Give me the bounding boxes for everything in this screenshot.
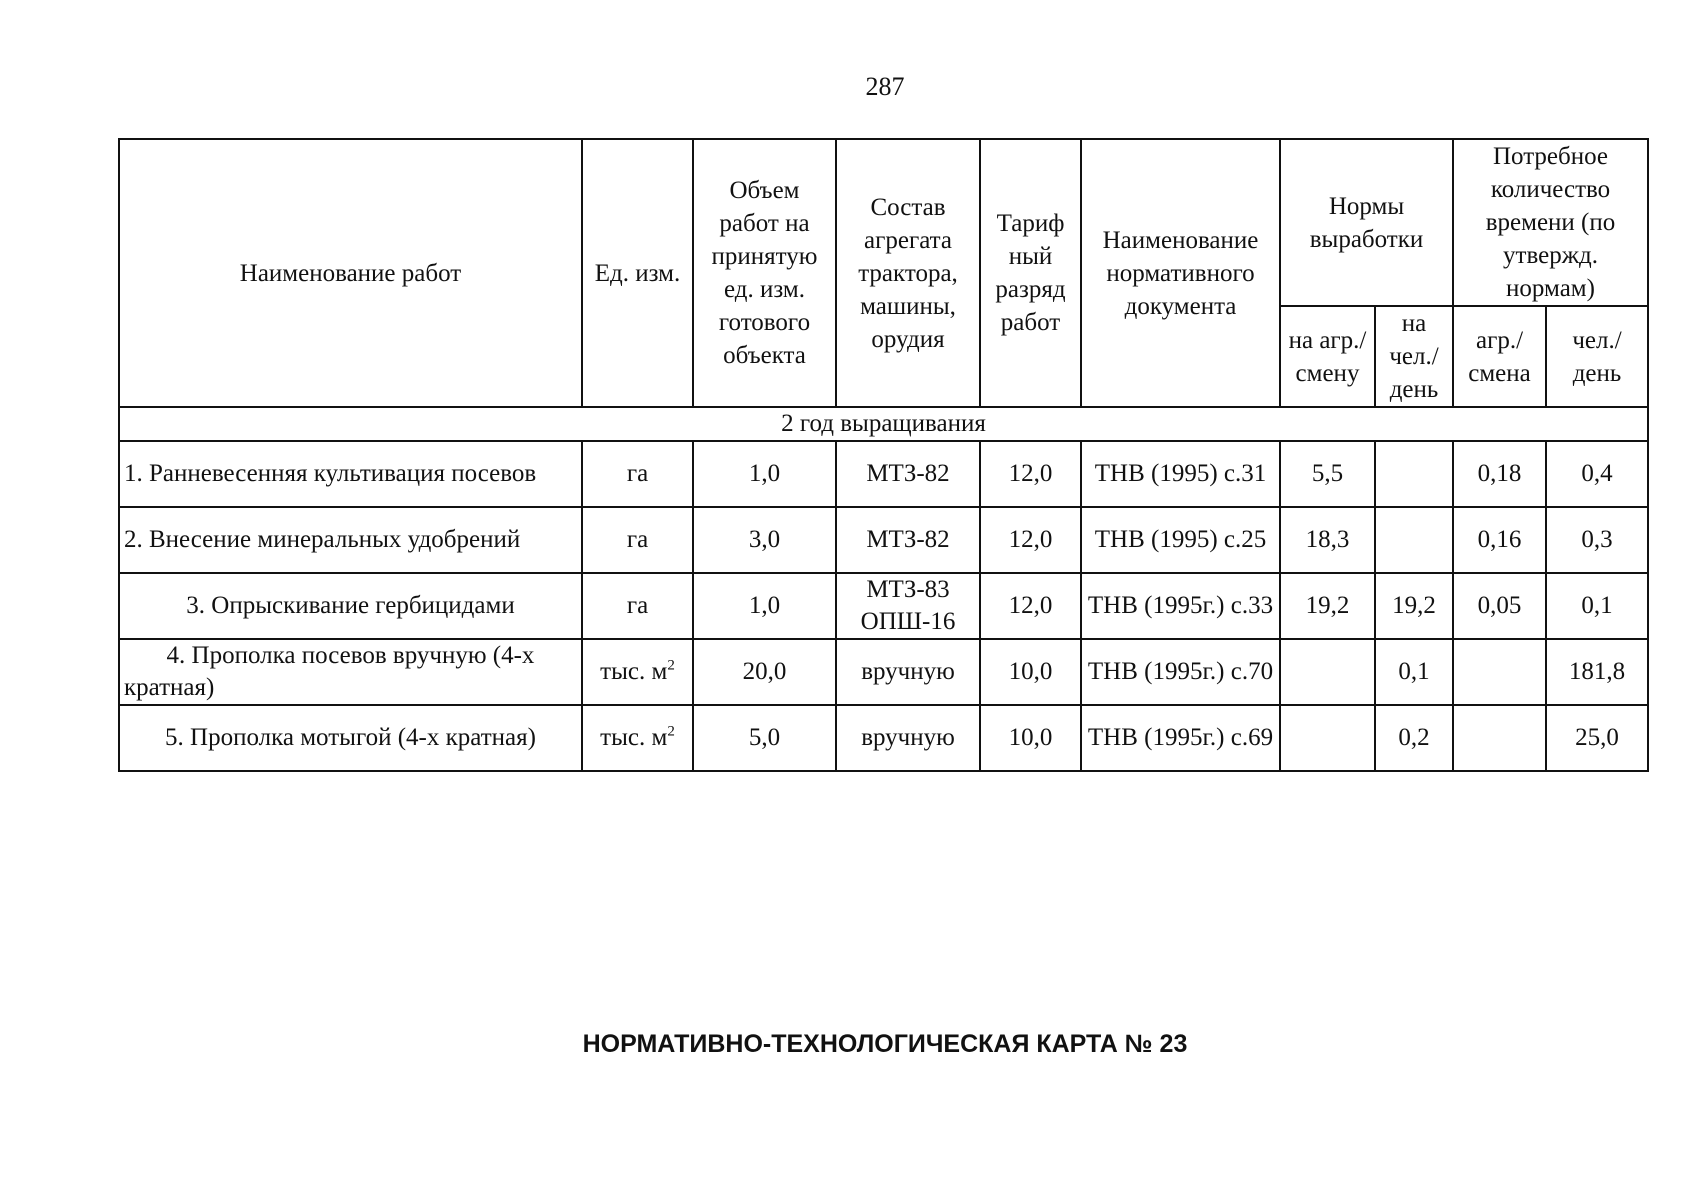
row-volume: 5,0: [693, 705, 836, 771]
row-composition: МТЗ-82: [836, 441, 980, 507]
header-composition: Состав агрегата трактора, машины, орудия: [836, 139, 980, 407]
row-tariff: 10,0: [980, 639, 1081, 705]
row-unit: га: [582, 441, 693, 507]
row-volume: 20,0: [693, 639, 836, 705]
row-composition: МТЗ-82: [836, 507, 980, 573]
row-time-man: 0,4: [1546, 441, 1648, 507]
row-time-agr: 0,05: [1453, 573, 1546, 639]
header-unit: Ед. изм.: [582, 139, 693, 407]
row-name: 5. Прополка мотыгой (4-х кратная): [119, 705, 582, 771]
row-tariff: 12,0: [980, 441, 1081, 507]
row-norm-man: [1375, 441, 1453, 507]
row-norm-agr: 19,2: [1280, 573, 1375, 639]
row-time-man: 0,3: [1546, 507, 1648, 573]
row-document: ТНВ (1995) с.25: [1081, 507, 1280, 573]
row-time-man: 25,0: [1546, 705, 1648, 771]
row-time-man: 181,8: [1546, 639, 1648, 705]
row-volume: 1,0: [693, 573, 836, 639]
table-row: [119, 507, 1648, 573]
row-norm-man: 0,2: [1375, 705, 1453, 771]
norms-table: [118, 138, 1649, 772]
row-composition: МТЗ-83 ОПШ-16: [836, 573, 980, 639]
row-document: ТНВ (1995г.) с.70: [1081, 639, 1280, 705]
row-norm-man: 0,1: [1375, 639, 1453, 705]
row-tariff: 12,0: [980, 507, 1081, 573]
row-norm-agr: 5,5: [1280, 441, 1375, 507]
row-unit: тыс. $м^2$: [582, 705, 693, 771]
row-unit: тыс. $м^2$: [582, 639, 693, 705]
row-time-agr: [1453, 639, 1546, 705]
table-row: [119, 441, 1648, 507]
header-name: Наименование работ: [119, 139, 582, 407]
row-norm-agr: [1280, 705, 1375, 771]
technological-map-title: НОРМАТИВНО-ТЕХНОЛОГИЧЕСКАЯ КАРТА № 23: [582, 1030, 1188, 1058]
row-tariff: 12,0: [980, 573, 1081, 639]
header-volume: Объем работ на принятую ед. изм. готового объекта: [693, 139, 836, 407]
header-time-agr: агр./ смена: [1453, 306, 1546, 407]
row-time-agr: [1453, 705, 1546, 771]
row-composition: вручную: [836, 639, 980, 705]
table-row: [119, 639, 1648, 705]
header-tariff: Тариф ный разряд работ: [980, 139, 1081, 407]
row-volume: 1,0: [693, 441, 836, 507]
row-unit: га: [582, 507, 693, 573]
row-name: 4. Прополка посевов вручную (4-х кратная): [119, 639, 582, 705]
section-title: 2 год выращивания: [119, 407, 1648, 441]
header-time-man: чел./ день: [1546, 306, 1648, 407]
header-document: Наименование нормативного документа: [1081, 139, 1280, 407]
header-norms-per-man: на чел./ день: [1375, 306, 1453, 407]
row-norm-agr: [1280, 639, 1375, 705]
row-norm-agr: 18,3: [1280, 507, 1375, 573]
header-norms-per-agr: на агр./ смену: [1280, 306, 1375, 407]
row-volume: 3,0: [693, 507, 836, 573]
row-name: 1. Ранневесенняя культивация посевов: [119, 441, 582, 507]
row-document: ТНВ (1995) с.31: [1081, 441, 1280, 507]
table-row: [119, 705, 1648, 771]
row-time-agr: 0,18: [1453, 441, 1546, 507]
row-norm-man: 19,2: [1375, 573, 1453, 639]
row-document: ТНВ (1995г.) с.69: [1081, 705, 1280, 771]
table-row: [119, 573, 1648, 639]
row-tariff: 10,0: [980, 705, 1081, 771]
row-time-man: 0,1: [1546, 573, 1648, 639]
row-time-agr: 0,16: [1453, 507, 1546, 573]
row-norm-man: [1375, 507, 1453, 573]
row-composition: вручную: [836, 705, 980, 771]
row-unit: га: [582, 573, 693, 639]
row-document: ТНВ (1995г.) с.33: [1081, 573, 1280, 639]
page-number: 287: [865, 72, 905, 101]
row-name: 2. Внесение минеральных удобрений: [119, 507, 582, 573]
row-name: 3. Опрыскивание гербицидами: [119, 573, 582, 639]
header-time: Потребное количество времени (по утвержд. нормам): [1453, 139, 1648, 306]
header-norms: Нормы выработки: [1280, 139, 1453, 306]
